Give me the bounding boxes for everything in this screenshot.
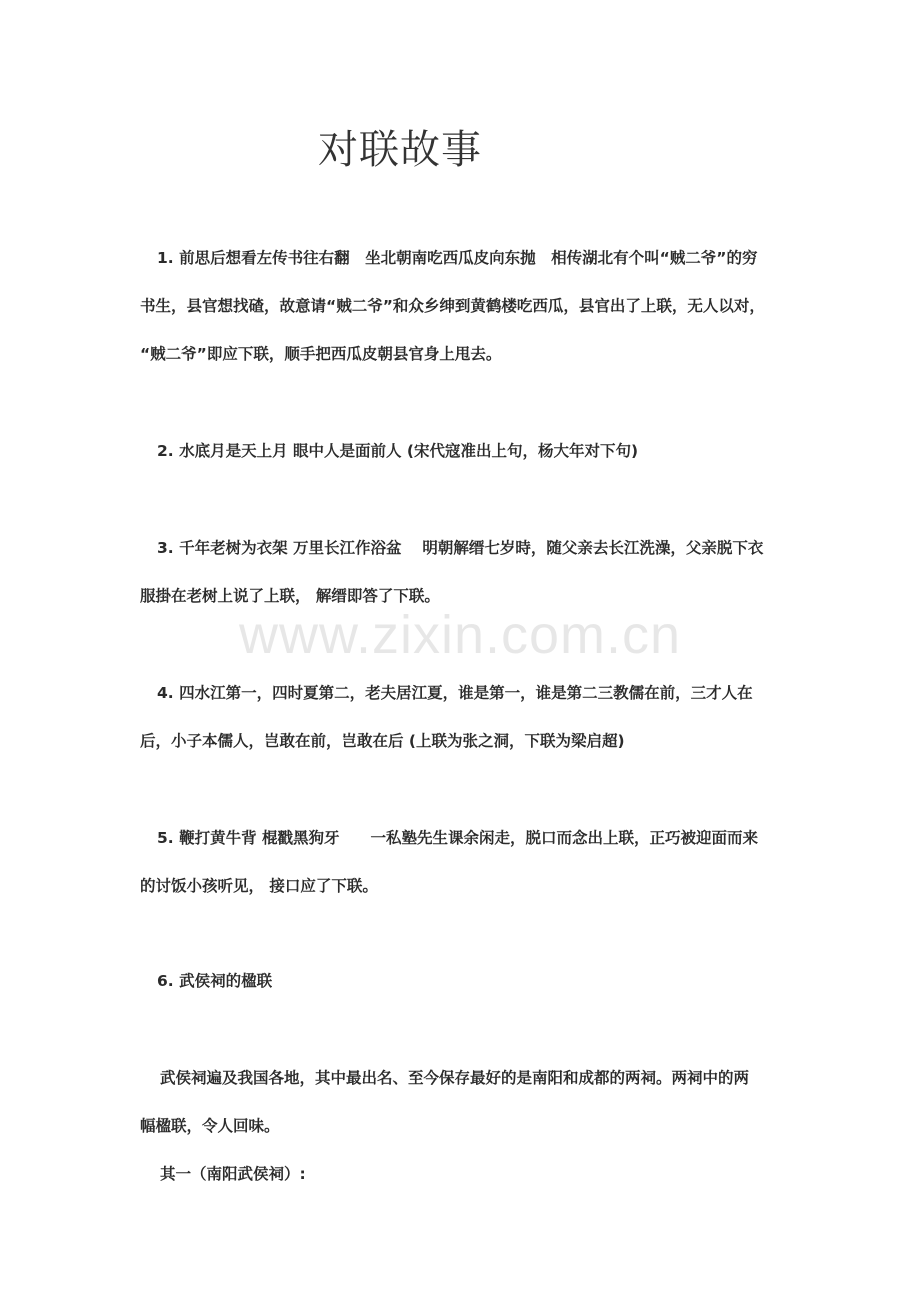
paragraph-8-line-1: 其一（南阳武侯祠）:	[160, 1165, 306, 1183]
paragraph-1-line-2: 书生，县官想找碴，故意请“贼二爷”和众乡绅到黄鹤楼吃西瓜，县官出了上联，无人以对，	[140, 297, 765, 315]
paragraph-7-line-1: 武侯祠遍及我国各地，其中最出名、至今保存最好的是南阳和成都的两祠。两祠中的两	[160, 1069, 750, 1087]
paragraph-4-line-1: 4. 四水江第一，四时夏第二，老夫居江夏，谁是第一，谁是第二三教儒在前，三才人在	[157, 684, 753, 702]
paragraph-5-line-2: 的讨饭小孩听见， 接口应了下联。	[140, 877, 378, 895]
paragraph-3-line-1: 3. 千年老树为衣架 万里长江作浴盆 明朝解缙七岁時，随父亲去长江洗澡，父亲脱下衣	[157, 539, 764, 557]
paragraph-1-line-3: “贼二爷”即应下联，顺手把西瓜皮朝县官身上甩去。	[140, 345, 502, 363]
paragraph-1-line-1: 1. 前思后想看左传书往右翻 坐北朝南吃西瓜皮向东抛 相传湖北有个叫“贼二爷”的穷	[157, 249, 758, 267]
paragraph-5-line-1: 5. 鞭打黄牛背 棍戳黑狗牙 一私塾先生课余闲走，脱口而念出上联，正巧被迎面而来	[157, 829, 758, 847]
paragraph-4-line-2: 后，小子本儒人，岂敢在前，岂敢在后 (上联为张之洞，下联为梁启超)	[140, 732, 625, 750]
paragraph-2-line-1: 2. 水底月是天上月 眼中人是面前人 (宋代寇准出上句，杨大年对下句)	[157, 442, 639, 460]
paragraph-7-line-2: 幅楹联，令人回味。	[140, 1117, 280, 1135]
paragraph-3-line-2: 服掛在老树上说了上联， 解缙即答了下联。	[140, 587, 440, 605]
paragraph-6-heading: 6. 武侯祠的楹联	[157, 972, 273, 990]
page-title: 对联故事	[318, 127, 482, 173]
watermark: www.zixin.com.cn	[238, 605, 682, 665]
